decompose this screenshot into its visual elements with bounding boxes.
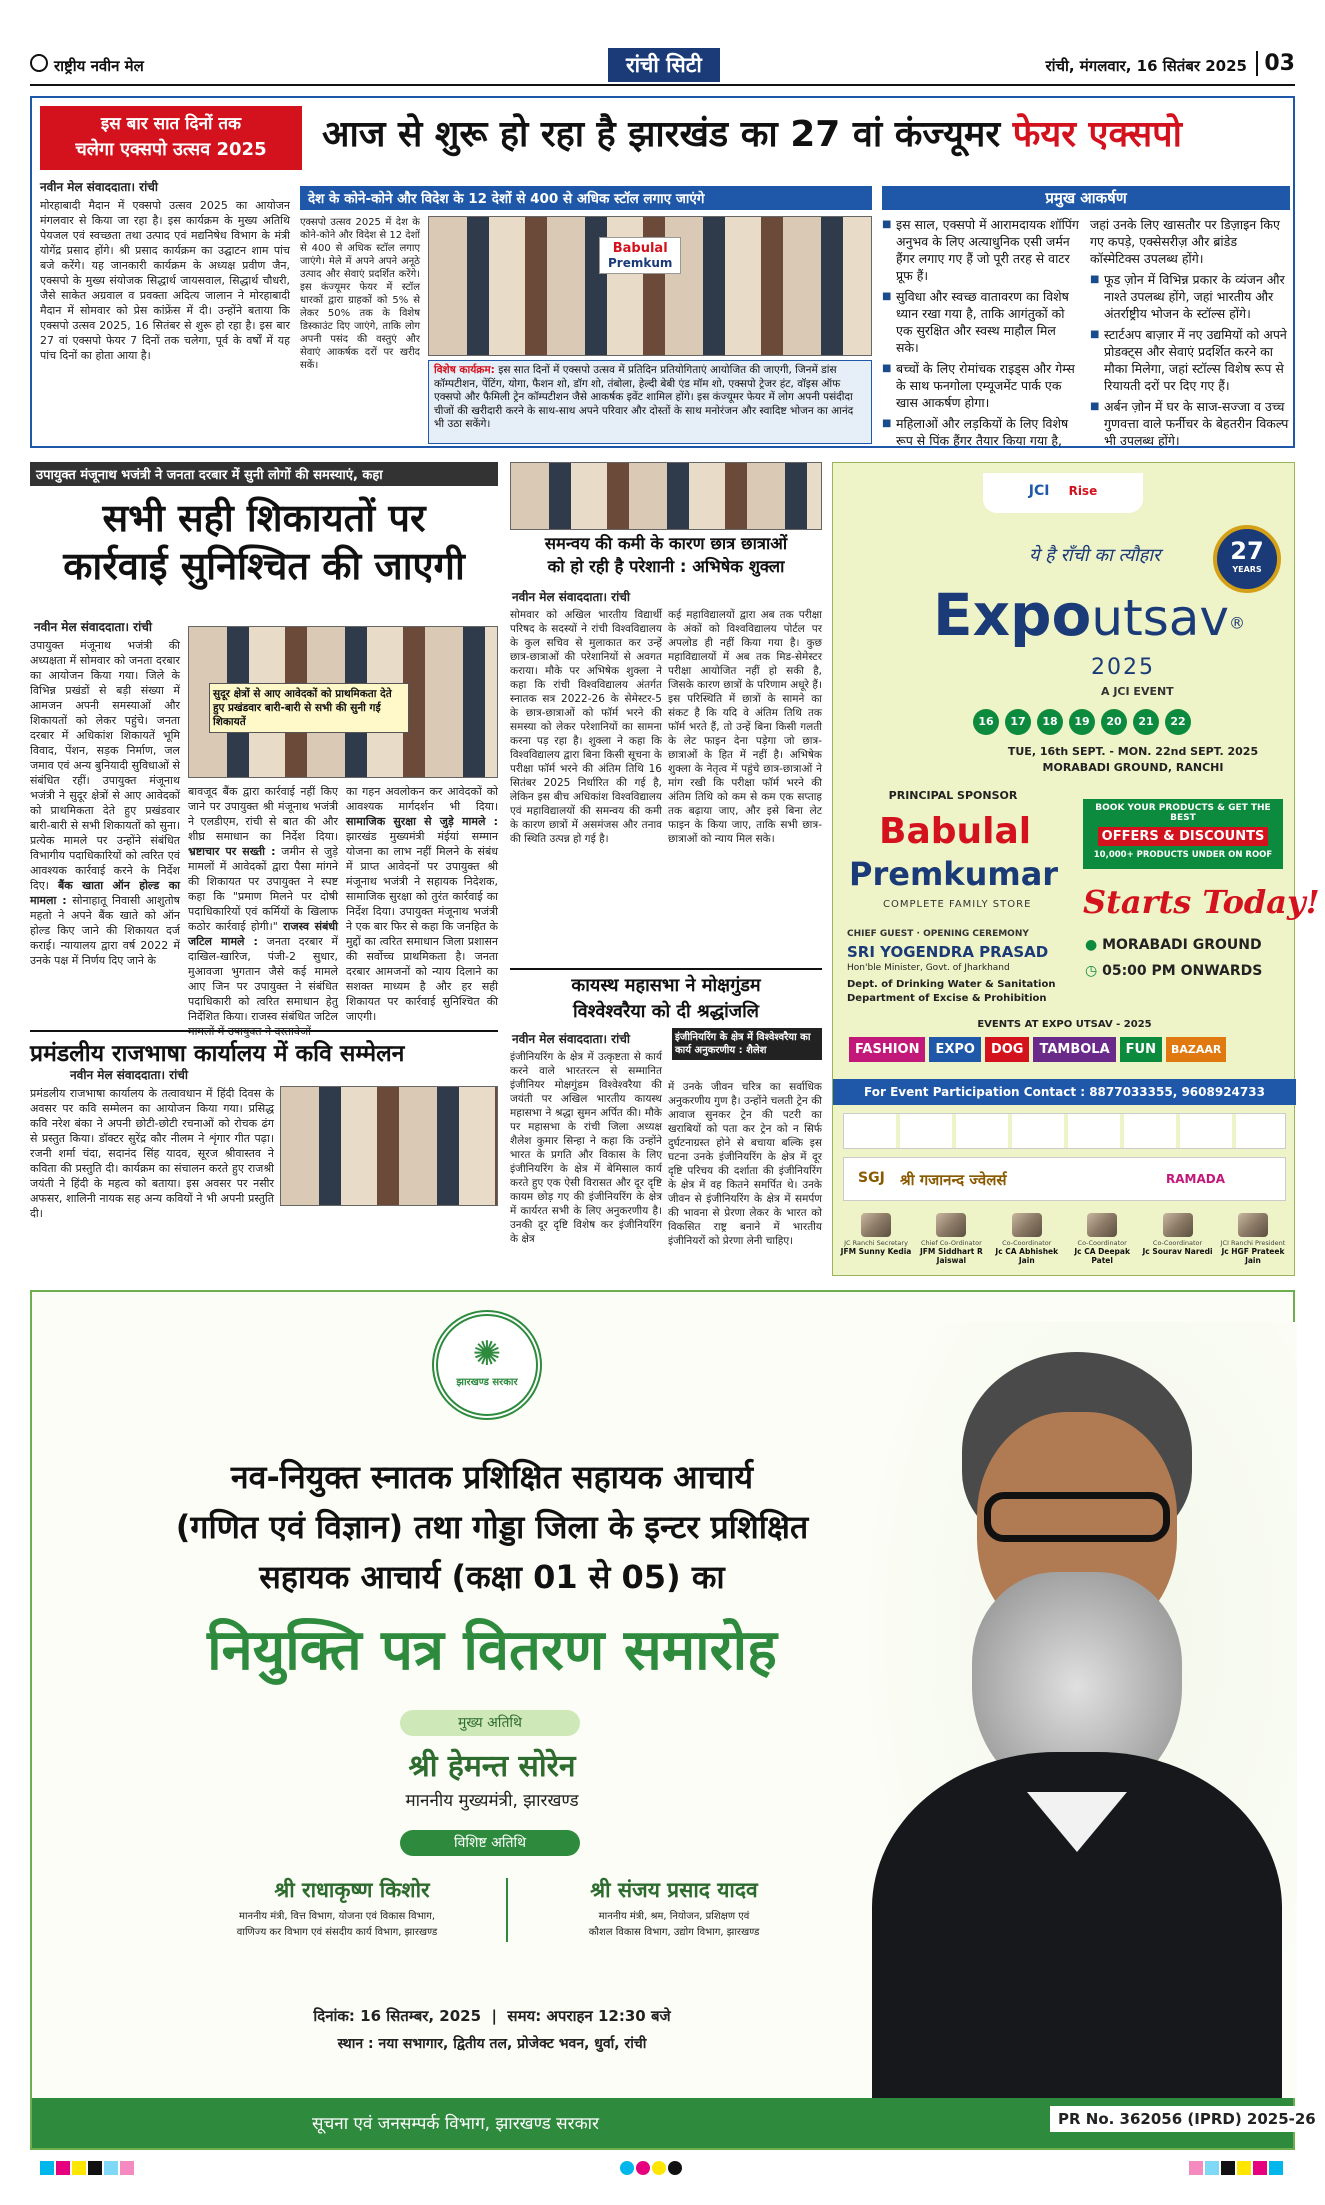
page-number: 03 [1256,51,1295,76]
reg-circle-icon [652,2161,666,2175]
print-registration-strip [40,2160,1285,2180]
sgj-logo: SGJ [858,1170,885,1186]
ad-tagline: ये है राँची का त्यौहार [1029,545,1161,566]
press-conference-photo [428,216,872,356]
center-reg-marks [620,2160,684,2179]
attractions-right-list [1090,271,1290,449]
time-text: 05:00 PM ONWARDS [1102,963,1263,979]
rajbhasha-body: प्रमंडलीय राजभाषा कार्यालय के तत्वावधान में हिंदी दिवस के अवसर पर कवि सम्मेलन का आयोजन किया गया। प्रसिद्ध कवि नरेश बंका ने अपनी छोटी-छोटी रचनाओं को रोचक ढंग से प्रस्तुत किया। डॉक्टर सुरेंद्र कौर नीलम ने शृंगार गीत पढ़ा। रजनी शर्मा चंदा, सदानंद सिंह यादव, सूरज श्रीवास्तव ने कविता की प्रस्तुति दी। कार्यक्रम का संचालन करते हुए राजश्री जयंती ने हिंदी के महत्व को बताया। इस अवसर पर नसीर अफसर, शालिनी नायक सह अन्य कवियों ने भी अपनी प्रस्तुति दी। [30,1087,274,1220]
jeweller-strip [843,1157,1286,1201]
corruption-heading: भ्रष्टाचार पर सख्ती : [188,845,276,858]
color-swatch-icon [88,2161,102,2175]
kayasth-headline [510,968,822,1025]
contact-bar: For Event Participation Contact : 8877033355, 9608924733 [833,1079,1296,1105]
attraction-item: ■ इस साल, एक्सपो में आरामदायक शॉपिंग अनुभव के लिए अत्याधुनिक एसी जर्मन हैंगर लगाए गए हैं जो पूरी तरह से वाटर प्रूफ हैं। [882,216,1082,284]
location-pin-icon: ● [1085,937,1098,953]
expo-kicker [40,106,302,170]
official [839,1213,913,1269]
coord-byline: नवीन मेल संवाददाता। रांची [512,590,630,604]
darbar-col2 [188,784,338,1038]
expo-body: मोरहाबादी मैदान में एक्सपो उत्सव 2025 का आयोजन मंगलवार से किया जा रहा है। इस कार्यक्रम के मुख्य अतिथि पेयजल एवं स्वच्छता तथा उत्पाद एवं मद्यनिषेध विभाग के मंत्री योगेंद्र प्रसाद होंगे। श्री प्रसाद कार्यक्रम का उद्घाटन शाम पांच बजे करेंगे। यह जानकारी कार्यक्रम के अध्यक्ष प्रवीण जैन, एक्सपो के मुख्य संयोजक सिद्धार्थ जायसवाल, सिद्धार्थ चौधरी, जैसे साकेत अग्रवाल व प्रवक्ता अदित्य जालान ने मोरहाबादी मैदान में सोमवार को प्रेस कांफ्रेंस में दी। उन्होंने बताया कि एक्सपो उत्सव 2025, 16 सितंबर से शुरू हो रहा है। इस बार 27 वां एक्सपो फेयर 7 दिनों तक चलेगा, पूर्व के वर्षों में यह पांच दिनों का होता आया है। [40,199,290,362]
sponsor-line1: Babulal [879,811,1032,852]
official [1065,1213,1139,1269]
attraction-item: ■ स्टार्टअप बाज़ार में नए उद्यमियों को अपने प्रोडक्ट्स और सेवाएं प्रदर्शित करने का मौका मिलेगा, जहां स्टॉल्स विशेष रूप से रियायती दरों पर दिए गए हैं। [1090,326,1290,394]
special-guest-label: विशिष्ट अतिथि [400,1830,580,1856]
darbar-col2-text: बावजूद बैंक द्वारा कार्रवाई नहीं किए जाने पर उपायुक्त श्री मंजूनाथ भजंत्री ने एलडीएम, रांची से बात की और शीघ्र समाधान का निर्देश दिया। [188,785,338,843]
footer-dept: सूचना एवं जनसम्पर्क विभाग, झारखण्ड सरकार [312,2114,599,2134]
event-fashion: FASHION [849,1037,925,1062]
guest1-name: श्री राधाकृष्ण किशोर [274,1878,430,1902]
jci-logo: JCI [1028,483,1050,499]
bank-body: सोनाहातू निवासी आशुतोष महतो ने अपने बैंक खाते को ऑन होल्ड किए जाने की शिकायत दर्ज कराई। न्यायालय द्वारा वर्ष 2022 में उनके पक्ष में निर्णय दिए जाने के [30,894,181,967]
event-fun: FUN [1120,1037,1162,1062]
expo-article [30,96,1295,448]
ramada-logo: RAMADA [1166,1172,1226,1186]
color-swatch-icon [1189,2161,1203,2175]
official-role: Chief Co-Ordinator [920,1239,982,1247]
coord-col1: सोमवार को अखिल भारतीय विद्यार्थी परिषद के सदस्यों ने रांची विश्वविद्यालय के कुल सचिव से मुलाकात कर उन्हें छात्र-छात्राओं की परेशानियों से अवगत कराया। मौके पर अभिषेक शुक्ला ने कहा कि रांची विश्वविद्यालय अंतर्गत स्नातक सत्र 2022-26 के सेमेस्टर-5 के छात्र-छात्राओं को फॉर्म भरने की समस्या को लेकर परेशानियों का सामना करना पड़ रहा है। शुक्ला ने कहा कि विश्वविद्यालय द्वारा बिना किसी सूचना के परीक्षा फॉर्म भरने की अंतिम तिथि 16 सितंबर 2025 निर्धारित की गई है, लेकिन इस बीच अधिकांश विश्वविद्यालय एवं महाविद्यालयों की समन्वय की कमी के कारण छात्रों में असमंजस और तनाव की स्थिति उत्पन्न हो गई है। [510,609,662,845]
official-photo [936,1213,966,1237]
guest2-role1: माननीय मंत्री, श्रम, नियोजन, प्रशिक्षण एवं [598,1911,750,1922]
kayasth-headline-line1: कायस्थ महासभा ने मोक्षगुंडम [571,975,761,996]
clock-icon: ◷ [1085,963,1098,979]
offers-box [1083,799,1283,869]
revenue-heading: राजस्व संबंधी जटिल मामले : [188,920,338,948]
official-photo [1163,1213,1193,1237]
cm-portrait [852,1322,1297,2098]
color-swatch-icon [56,2161,70,2175]
photo-banner-line1: Babulal [612,241,668,256]
reg-circle-icon [620,2161,634,2175]
coord-headline-line2: को हो रही है परेशानी : अभिषेक शुक्ला [547,557,785,576]
special-program-box [428,360,872,444]
darbar-col3-text: का गहन अवलोकन कर आवेदकों को आवश्यक मार्गदर्शन भी दिया। [346,785,498,813]
social-heading: सामाजिक सुरक्षा से जुड़े मामले : [346,815,498,828]
color-swatch-icon [72,2161,86,2175]
date-chip: 21 [1133,709,1159,735]
color-swatch-icon [1253,2161,1267,2175]
right-reg-marks [1189,2160,1285,2179]
rajbhasha-byline: नवीन मेल संवाददाता। रांची [70,1068,188,1082]
events-title: EVENTS AT EXPO UTSAV - 2025 [977,1019,1152,1030]
date-chip: 20 [1101,709,1127,735]
offers-line2: OFFERS & DISCOUNTS [1098,827,1268,846]
darbar-headline [30,494,498,590]
color-swatch-icon [1269,2161,1283,2175]
chief-guest-label: मुख्य अतिथि [400,1710,580,1736]
official [1141,1213,1215,1269]
event-expo: EXPO [929,1037,980,1062]
official-name: Jc CA Deepak Patel [1074,1247,1130,1265]
chief-guest-name: श्री हेमन्त सोरेन [408,1749,576,1784]
offers-line1: BOOK YOUR PRODUCTS & GET THE BEST [1095,803,1271,823]
ad-time [1085,963,1262,979]
guest1-role1: माननीय मंत्री, वित्त विभाग, योजना एवं विकास विभाग, [238,1911,436,1922]
color-swatch-icon [1237,2161,1251,2175]
official-photo [1238,1213,1268,1237]
kayasth-tag: इंजीनियरिंग के क्षेत्र में विश्वेश्वरैया का कार्य अनुकरणीय : शैलेश [672,1028,822,1060]
reg-circle-icon [668,2161,682,2175]
attractions-right [1090,216,1290,453]
coord-col2: कई महाविद्यालयों द्वारा अब तक परीक्षा के अंकों को विश्वविद्यालय पोर्टल पर अपलोड ही नहीं किया गया है। कुछ महाविद्यालयों में अब तक मिड-सेमेस्टर परीक्षा आयोजित नहीं हो सकी है, जिसके कारण छात्रों के परिणाम अधूरे हैं। इस परिस्थिति में छात्रों के सामने का संकट है कि यदि वे अंतिम तिथि तक फॉर्म भरते हैं, तो उन्हें बिना किसी गलती के लेट फाइन देना पड़ेगा जो छात्र-छात्राओं के हित में नहीं है। अभिषेक शुक्ला के नेतृत्व में पहुंचे छात्र-छात्राओं ने मांग रखी कि परीक्षा फॉर्म भरने की अंतिम तिथि को कम से कम एक सप्ताह तक बढ़ाया जाए, और इसे बिना लेट फाइन के किया जाए, ताकि सभी छात्र-छात्राओं को न्याय मिल सके। [668,609,822,845]
attraction-item: ■ महिलाओं और लड़कियों के लिए विशेष रूप से पिंक हैंगर तैयार किया गया है, [882,415,1082,449]
chief-dept1: Dept. of Drinking Water & Sanitation [847,979,1056,990]
section-title: रांची सिटी [608,48,720,82]
attraction-item: ■ फूड ज़ोन में विभिन्न प्रकार के व्यंजन और नाश्ते उपलब्ध होंगे, जहां भारतीय और अंतर्राष्ट्रीय भोजन के स्टॉल्स होंगे। [1090,271,1290,322]
darbar-byline: नवीन मेल संवाददाता। रांची [34,620,152,634]
govt-title-line2: (गणित एवं विज्ञान) तथा गोड्डा जिला के इन्टर प्रशिक्षित [175,1508,809,1546]
pr-number: PR No. 362056 (IPRD) 2025-26 [1050,2106,1324,2132]
brand-utsav: utsav [1091,589,1229,647]
date-time-line: दिनांक: 16 सितम्बर, 2025 | समय: अपराहन 12:30 बजे [313,2007,671,2025]
official-name: JFM Sunny Kedia [840,1247,912,1256]
brand-registered: ® [1228,613,1245,633]
official [1216,1213,1290,1269]
official [914,1213,988,1269]
expo-mid-col: एक्सपो उत्सव 2025 में देश के कोने-कोने और विदेश से 12 देशों से 400 से अधिक स्टॉल लगाए जाएंगे। मेले में अपने अपने अनूठे उत्पाद और सेवाएं प्रदर्शित करेंगे। इस कंज्यूमर फेयर में स्टॉल धारकों द्वारा ग्राहकों को 5% से लेकर 50% तक के विशेष डिस्काउंट दिए जाएंगे, ताकि लोग अपनी पसंद की वस्तुएं और सेवाएं आकर्षक दरों पर खरीद सकें। [300,217,420,371]
govt-title [92,1452,892,1602]
revenue-body: जनता दरबार में दाखिल-खारिज, पंजी-2 सुधार, मुआवजा भुगतान जैसे कई मामले आए जिन पर उपायुक्त ने संबंधित पदाधिकारी को त्वरित समाधान हेतु निर्देशित किया। राजस्व संबंधित जटिल मामलों में उपायुक्त ने दस्तावेजों [188,935,338,1038]
expo-byline: नवीन मेल संवाददाता। रांची [40,180,158,194]
sponsor-tag: COMPLETE FAMILY STORE [883,899,1032,910]
govt-title-line1: नव-नियुक्त स्नातक प्रशिक्षित सहायक आचार्य [230,1458,754,1496]
rajbhasha-headline: प्रमंडलीय राजभाषा कार्यालय में कवि सम्मेलन [30,1030,498,1068]
anniversary-number: 27 [1230,537,1264,565]
guest1-role2: वाणिज्य कर विभाग एवं संसदीय कार्य विभाग, झारखण्ड [236,1927,438,1938]
chief-name: SRI YOGENDRA PRASAD [847,943,1049,961]
events-row [849,1037,1289,1071]
date-chip: 19 [1069,709,1095,735]
attractions-title: प्रमुख आकर्षण [882,186,1290,210]
official-photo [1012,1213,1042,1237]
official-name: JFM Siddhart R Jaiswal [920,1247,983,1265]
official-role: JCI Ranchi President [1220,1239,1286,1247]
date-chip: 17 [1005,709,1031,735]
darbar-photo [188,626,498,778]
official-name: Jc Sourav Naredi [1142,1247,1213,1256]
corner-mark-icon [30,54,48,72]
brand-sub: A JCI EVENT [1101,685,1174,698]
darbar-kicker: उपायुक्त मंजूनाथ भजंत्री ने जनता दरबार में सुनी लोगों की समस्याएं, कहा [30,462,498,486]
masthead [30,50,1295,86]
social-body: झारखंड मुख्यमंत्री मंईयां सम्मान योजना का लाभ नहीं मिलने के संबंध में प्राप्त आवेदनों पर उपायुक्त श्री मंजूनाथ भजंत्री ने सहायक निदेशक, सामाजिक सुरक्षा को तुरंत कार्रवाई का निर्देश दिया। उपायुक्त मंजूनाथ भजंत्री ने एक बार फिर से कहा कि जनहित के मुद्दों का त्वरित समाधान जिला प्रशासन की सर्वोच्च प्राथमिकता है। जनता दरबार आमजनों को न्याय दिलाने का सशक्त माध्यम है और हर सही शिकायत पर कार्रवाई सुनिश्चित की जाएगी। [346,830,498,1023]
sponsor-label: PRINCIPAL SPONSOR [888,789,1018,802]
color-swatch-icon [40,2161,54,2175]
emblem-text: झारखण्ड सरकार [456,1377,518,1388]
masthead-date: रांची, मंगलवार, 16 सितंबर 2025 [1045,57,1247,75]
expo-headline-accent: फेयर एक्सपो [1012,114,1182,155]
govt-title-line3: सहायक आचार्य (कक्षा 01 से 05) का [259,1558,725,1596]
darbar-col1-text: उपायुक्त मंजूनाथ भजंत्री की अध्यक्षता में सोमवार को जनता दरबार का आयोजन किया गया। जिले के विभिन्न प्रखंडों से बड़ी संख्या में आमजन अपनी समस्याओं और शिकायतों को लेकर पहुंचे। जनता दरबार में अधिकांश शिकायतें भूमि विवाद, पेंशन, सड़क निर्माण, जल जमाव एवं अन्य बुनियादी सुविधाओं से संबंधित रहीं। उपायुक्त मंजूनाथ भजंत्री ने सुदूर क्षेत्रों से आए आवेदकों को प्राथमिकता देते हुए प्रखंडवार बारी-बारी से सभी शिकायतों को सुना। प्रत्येक मामले पर उन्होंने संबंधित विभागीय पदाधिकारियों को त्वरित एवं आवश्यक कार्रवाई करने के निर्देश दिए। [30,639,180,892]
date-chip: 22 [1165,709,1191,735]
special-label: विशेष कार्यक्रम: [434,364,495,376]
rise-logo: Rise [1068,484,1098,498]
guest2-name: श्री संजय प्रसाद यादव [590,1878,758,1902]
official-role: Co-Coordinator [1152,1239,1203,1247]
masthead-left: राष्ट्रीय नवीन मेल [54,57,144,75]
official-name: Jc HGF Prateek Jain [1221,1247,1285,1265]
attraction-item: ■ अर्बन ज़ोन में घर के साज-सज्जा व उच्च गुणवत्ता वाले फर्नीचर के बेहतरीन विकल्प भी उपलब्ध होंगे। [1090,398,1290,449]
official [990,1213,1064,1269]
starts-today: Starts Today! [1083,883,1320,921]
corruption-body: जमीन से जुड़े मामलों में आवेदकों द्वारा पैसा मांगने की शिकायत पर उपायुक्त ने स्पष्ट कहा कि "प्रमाण मिलने पर दोषी पदाधिकारियों एवं कर्मियों के खिलाफ कठोर कार्रवाई होगी।" [188,845,338,933]
guest2-role2: कौशल विकास विभाग, उद्योग विभाग, झारखण्ड [588,1927,760,1938]
event-tambola: TAMBOLA [1033,1037,1115,1062]
color-swatch-icon [120,2161,134,2175]
kayasth-byline: नवीन मेल संवाददाता। रांची [512,1032,630,1046]
expo-headline [322,108,1292,157]
color-swatch-icon [104,2161,118,2175]
official-role: Co-Coordinator [1002,1239,1052,1247]
chief-role: Hon'ble Minister, Govt. of Jharkhand [847,963,1010,973]
expo-brand [933,581,1245,649]
jeweller-name: श्री गजानन्द ज्वेलर्स [900,1171,1007,1189]
venue-line: स्थान : नया सभागार, द्वितीय तल, प्रोजेक्ट भवन, धुर्वा, रांची [337,2036,647,2052]
brand-year: 2025 [1091,655,1155,680]
govt-ad [30,1290,1295,2150]
coord-photo [510,462,822,530]
event-dog: DOG [985,1037,1030,1062]
attraction-continued: जहां उनके लिए खासतौर पर डिज़ाइन किए गए कपड़े, एक्सेसरीज़ और ब्रांडेड कॉस्मेटिक्स उपलब्ध होंगे। [1090,217,1280,266]
date-chip: 16 [973,709,999,735]
attractions-left [882,216,1082,453]
expo-utsav-ad [832,462,1320,1276]
darbar-col1 [30,638,180,1018]
special-body: इस सात दिनों में एक्सपो उत्सव में प्रतिदिन प्रतियोगिताएं आयोजित की जाएगी, जिनमें डांस कॉम्पटीशन, पेंटिंग, योगा, फैशन शो, डॉग शो, तंबोला, हेल्दी बेबी एंड मॉम शो, एक्सपो ट्रेजर हंट, वॉइस ऑफ एक्सपो और फैमिली ट्रेन कॉम्पटीशन जैसे आकर्षक इवेंट शामिल होंगे। इस कंज्यूमर फेयर में लोग अपनी पसंदीदा चीजों की खरीदारी करने के साथ-साथ अपने परिवार और दोस्तों के साथ मनोरंजन और स्वादिष्ट भोजन का आनंद भी उठा सकेंगे। [434,364,854,430]
ad-location [1085,937,1262,953]
chief-dept2: Department of Excise & Prohibition [847,993,1047,1004]
expo-headline-main: आज से शुरू हो रहा है झारखंड का 27 वां कंज्यूमर [322,114,1013,155]
photo-banner-line2: Premkum [608,256,673,270]
anniversary-word: YEARS [1232,565,1262,574]
event-bazaar: BAZAAR [1166,1037,1226,1062]
coord-headline [510,532,822,578]
reg-circle-icon [636,2161,650,2175]
photo-banner [599,237,681,274]
chief-guest-role: माननीय मुख्यमंत्री, झारखण्ड [405,1791,579,1811]
kayasth-col2: में उनके जीवन चरित्र का सर्वाधिक अनुकरणीय गुण है। उन्होंने चलती ट्रेन की आवाज सुनकर ट्रेन की पटरी का खराबियों को पता कर ट्रेन को न सिर्फ दुर्घटनाग्रस्त होने से बचाया बल्कि इस घटना उनके इंजीनियरिंग के क्षेत्र में दूर दृष्टि परिचय की दर्शाता की इंजीनियरिंग के क्षेत्र में वह कितने समर्पित थे। उनके जीवन से इंजीनियरिंग के क्षेत्र में समर्पण की भावना से प्रेरणा लेकर के भारत को विकसित राष्ट्र बनाने में भारतीय इंजीनियरों को प्रेरणा लेनी चाहिए। [668,1081,822,1247]
brand-expo: Expo [933,581,1092,649]
sponsor-logos-strip [843,1113,1286,1149]
date-chips [973,709,1273,735]
emblem-icon: ✺ [472,1334,502,1374]
expo-kicker-line1: इस बार सात दिनों तक [100,114,242,134]
glasses-icon [984,1492,1170,1542]
attraction-item: ■ बच्चों के लिए रोमांचक राइड्स और गेम्स के साथ फनगोला एम्यूजमेंट पार्क एक खास आकर्षण होगा। [882,360,1082,411]
govt-emblem [432,1310,542,1420]
date-range: TUE, 16th SEPT. - MON. 22nd SEPT. 2025 [1007,745,1259,758]
color-swatch-icon [1221,2161,1235,2175]
ad-venue: MORABADI GROUND, RANCHI [1042,761,1224,774]
darbar-col3 [346,784,498,1023]
darbar-headline-line1: सभी सही शिकायतों पर [102,496,426,540]
officials-row [839,1213,1290,1269]
location-text: MORABADI GROUND [1102,937,1262,953]
govt-event: नियुक्ति पत्र वितरण समारोह [207,1618,777,1683]
offers-line3: 10,000+ PRODUCTS UNDER ON ROOF [1093,850,1273,860]
darbar-photo-caption: सुदूर क्षेत्रों से आए आवेदकों को प्राथमिकता देते हुए प्रखंडवार बारी-बारी से सभी की सुनी गई शिकायतें [209,683,409,733]
official-photo [861,1213,891,1237]
official-name: Jc CA Abhishek Jain [995,1247,1059,1265]
guest-divider [506,1878,508,1942]
sponsor-line2: Premkumar [849,855,1059,893]
bank-heading: बैंक खाता ऑन होल्ड का मामला : [30,879,180,907]
color-swatch-icon [1205,2161,1219,2175]
official-photo [1087,1213,1117,1237]
official-role: JC Ranchi Secretary [844,1239,908,1247]
coord-headline-line1: समन्वय की कमी के कारण छात्र छात्राओं [544,534,788,553]
ad-logos [983,473,1143,513]
chief-label: CHIEF GUEST · OPENING CEREMONY [847,929,1029,939]
official-role: Co-Coordinator [1077,1239,1127,1247]
expo-kicker-line2: चलेगा एक्सपो उत्सव 2025 [75,139,267,160]
kayasth-col1: इंजीनियरिंग के क्षेत्र में उत्कृष्टता से कार्य करने वाले भारतरत्न से सम्मानित इंजीनियर मोक्षगुंडम विश्वेश्वरैया की जयंती पर अखिल भारतीय कायस्थ महासभा ने श्रद्धा सुमन अर्पित की। मौके पर महासभा के रांची जिला अध्यक्ष शैलेश कुमार सिन्हा ने कहा कि उन्होंने भारत के प्रगति और विकास के लिए इंजीनियरिंग के क्षेत्र में बेमिसाल कार्य करते हुए एक ऐसी विरासत और दूर दृष्टि कायम छोड़ गए की इंजीनियरिंग के क्षेत्र में कार्यरत सभी के लिए अनुकरणीय है। उनकी दूर दृष्टि विशेष कर इंजीनियरिंग के क्षेत्र [510,1051,662,1245]
expo-blue-bar: देश के कोने-कोने और विदेश के 12 देशों से 400 से अधिक स्टॉल लगाए जाएंगे [300,186,872,210]
kayasth-headline-line2: विश्वेश्वरैया को दी श्रद्धांजलि [573,1001,759,1022]
rajbhasha-photo [280,1086,498,1206]
date-chip: 18 [1037,709,1063,735]
attraction-item: ■ सुविधा और स्वच्छ वातावरण का विशेष ध्यान रखा गया है, ताकि आगंतुकों को एक सुरक्षित और स्वस्थ माहौल मिल सके। [882,288,1082,356]
darbar-headline-line2: कार्रवाई सुनिश्चित की जाएगी [63,544,465,588]
